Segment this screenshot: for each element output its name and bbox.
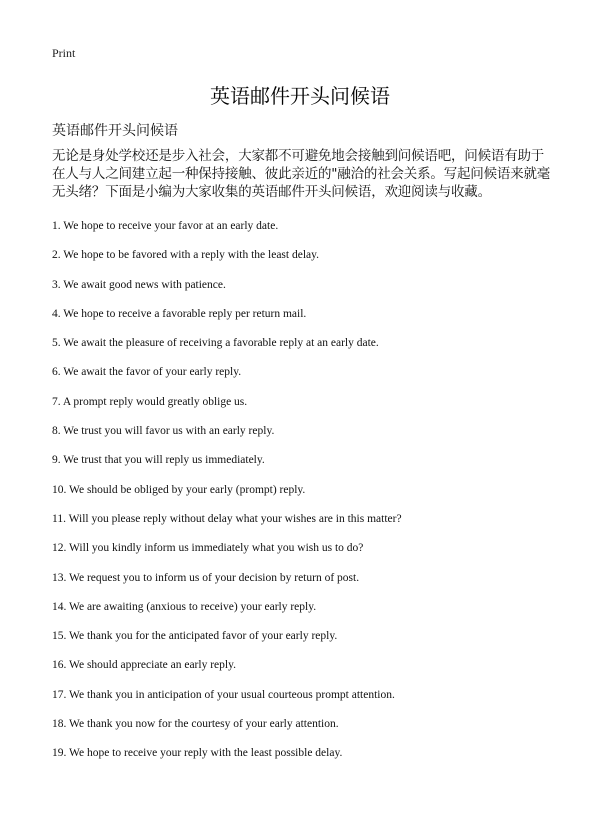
list-item: 2. We hope to be favored with a reply with the least delay. [52, 249, 320, 262]
list-item: 10. We should be obliged by your early (prompt) reply. [52, 483, 306, 496]
list-item: 5. We await the pleasure of receiving a favorable reply at an early date. [52, 337, 379, 350]
list-item: 9. We trust that you will reply us immediately. [52, 454, 265, 467]
list-item: 8. We trust you will favor us with an early reply. [52, 425, 275, 438]
page-title: 英语邮件开头问候语 [210, 84, 390, 108]
list-item: 7. A prompt reply would greatly oblige us. [52, 395, 248, 408]
print-link[interactable]: Print [52, 46, 76, 60]
list-item: 6. We await the favor of your early reply. [52, 366, 242, 379]
list-item: 16. We should appreciate an early reply. [52, 659, 236, 672]
list-item: 13. We request you to inform us of your decision by return of post. [52, 571, 360, 584]
list-item: 11. Will you please reply without delay what your wishes are in this matter? [52, 512, 402, 525]
list-item: 14. We are awaiting (anxious to receive) your early reply. [52, 600, 317, 613]
list-item: 12. Will you kindly inform us immediately what you wish us to do? [52, 542, 364, 555]
list-item: 4. We hope to receive a favorable reply per return mail. [52, 307, 307, 320]
document-subtitle: 英语邮件开头问候语 [52, 123, 178, 139]
list-item: 1. We hope to receive your favor at an early date. [52, 220, 279, 232]
list-item: 19. We hope to receive your reply with the least possible delay. [52, 747, 343, 760]
phrase-list [52, 218, 572, 775]
list-item: 17. We thank you in anticipation of your usual courteous prompt attention. [52, 688, 395, 701]
intro-paragraph: 无论是身处学校还是步入社会，大家都不可避免地会接触到问候语吧，问候语有助于在人与人之间建立起一种保持接触、彼此亲近的"融洽的社会关系。写起问候语来就毫无头绪？下面是小编为大家收集的英语邮件开头问候语，欢迎阅读与收藏。 [52, 148, 551, 200]
list-item: 3. We await good news with patience. [52, 278, 226, 291]
list-item: 18. We thank you now for the courtesy of your early attention. [52, 718, 339, 731]
list-item: 15. We thank you for the anticipated favor of your early reply. [52, 630, 338, 643]
